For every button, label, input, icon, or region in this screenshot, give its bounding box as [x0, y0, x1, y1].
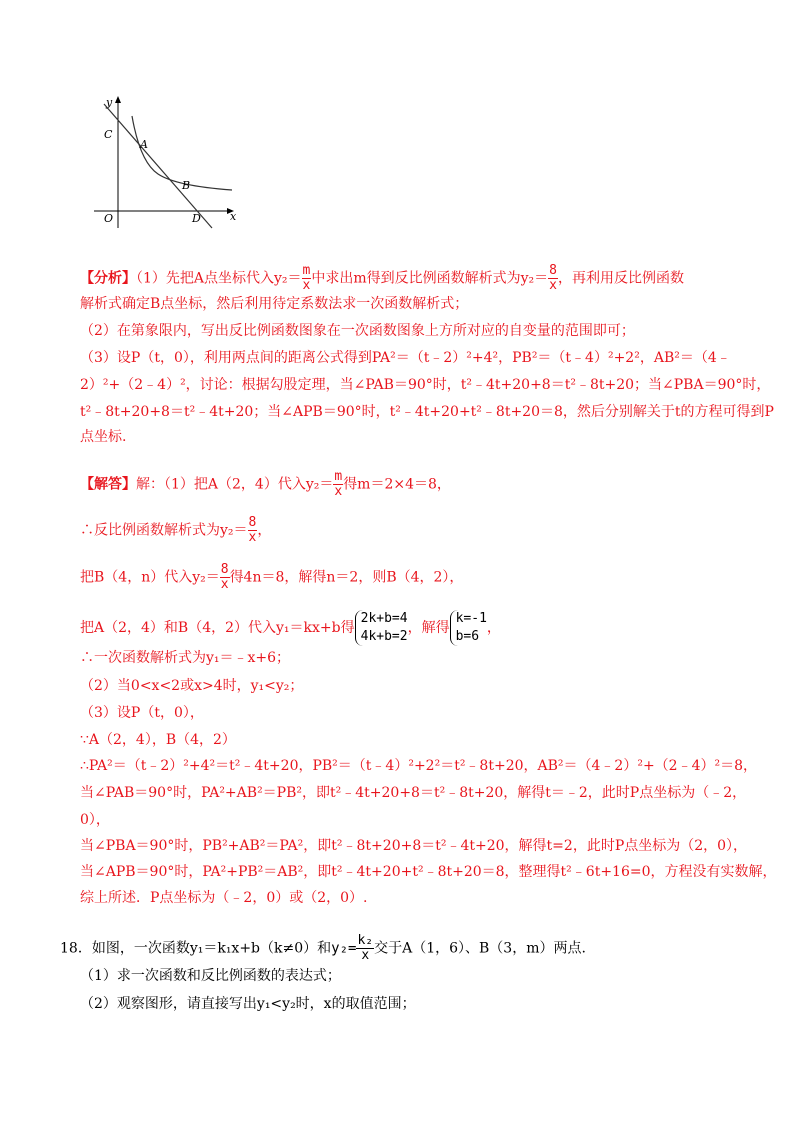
answer-line-13: 当∠APB＝90°时，PA²+PB²＝AB²，即t²﹣4t+20+t²﹣8t+20＝8，整理得t²﹣6t+16=0，方程没有实数解，	[80, 864, 777, 880]
y2-label: y₂=	[331, 940, 357, 957]
analysis-line-3: （2）在第象限内，写出反比例函数图象在一次函数图象上方所对应的自变量的范围即可；	[80, 323, 635, 339]
text: 得4n＝8，解得n＝2，则B（4，2），	[229, 569, 464, 586]
equation-system	[355, 610, 408, 646]
answer-line-2	[80, 516, 740, 545]
fraction-8-over-x	[220, 563, 230, 592]
answer-line-14: 综上所述．P点坐标为（﹣2，0）或（2，0）.	[80, 890, 368, 906]
answer-line-8: ∵A（2，4），B（4，2）	[80, 732, 236, 748]
answer-line-1	[80, 470, 740, 499]
answer-line-7: （3）设P（t，0），	[80, 705, 204, 721]
denominator: x	[549, 278, 557, 293]
denominator: x	[248, 530, 257, 545]
analysis-line-4: （3）设P（t，0），利用两点间的距离公式得到PA²＝（t﹣2）²+4²，PB²＝（t﹣4）²+2²，AB²＝（4﹣	[80, 350, 731, 366]
q18-line-1	[60, 934, 740, 963]
answer-line-9: ∴PA²＝（t﹣2）²+4²＝t²﹣4t+20，PB²＝（t﹣4）²+2²＝t²﹣8t+20，AB²＝（4﹣2）²+（2﹣4）²＝8，	[80, 758, 758, 774]
text: 中求出m得到反比例函数解析式为y₂＝	[311, 270, 549, 287]
text: ，	[486, 620, 501, 636]
fraction-8-over-x	[548, 264, 558, 293]
label-a: A	[140, 138, 148, 151]
text: 得m＝2×4＝8，	[343, 476, 451, 493]
label-x: x	[230, 210, 237, 223]
text: 把A（2，4）和B（4，2）代入y₁＝kx+b得	[80, 620, 355, 636]
q18-line-3: （2）观察图形，请直接写出y₁<y₂时，x的取值范围；	[80, 996, 416, 1012]
answer-line-5: ∴一次函数解析式为y₁＝﹣x+6；	[80, 650, 291, 666]
label-d: D	[192, 212, 201, 225]
numerator: m	[302, 263, 311, 278]
text: （1）先把A点坐标代入y₂＝	[136, 270, 302, 287]
answer-line-10: 当∠PAB＝90°时，PA²+AB²＝PB²，即t²﹣4t+20+8＝t²﹣8t+20，解得t＝﹣2，此时P点坐标为（﹣2，	[80, 785, 747, 801]
numerator: 8	[549, 263, 557, 278]
y-axis-arrow	[115, 96, 121, 103]
solution-system	[450, 610, 487, 646]
answer-tag: 【解答】	[80, 476, 136, 493]
fraction-m-over-x	[302, 264, 312, 293]
equation: 4k+b=2	[360, 629, 408, 644]
numerator: m	[334, 469, 343, 484]
text: ∴反比例函数解析式为y₂＝	[80, 522, 248, 539]
label-c: C	[104, 128, 113, 141]
numerator: 8	[220, 562, 229, 577]
numerator: k₂	[357, 933, 374, 948]
coordinate-figure	[92, 92, 242, 232]
denominator: x	[220, 577, 229, 592]
analysis-line-7: 点坐标.	[80, 429, 127, 445]
label-o: O	[104, 212, 114, 225]
text: 18．如图，一次函数y₁＝k₁x+b（k≠0）和	[60, 940, 332, 957]
fraction-k2-over-x	[356, 934, 374, 963]
analysis-line-5: 2）²+（2﹣4）²，讨论：根据勾股定理，当∠PAB＝90°时，t²﹣4t+20+8＝t²﹣8t+20；当∠PBA＝90°时，	[80, 377, 771, 393]
text: 解：（1）把A（2，4）代入y₂＝	[136, 476, 334, 493]
text: 把B（4，n）代入y₂＝	[80, 569, 220, 586]
analysis-line-6: t²﹣8t+20+8＝t²﹣4t+20；当∠APB＝90°时，t²﹣4t+20+t²﹣8t+20＝8，然后分别解关于t的方程可得到P	[80, 404, 774, 420]
numerator: 8	[248, 515, 257, 530]
analysis-tag: 【分析】	[80, 270, 136, 287]
fraction-m-over-x	[333, 470, 343, 499]
denominator: x	[334, 484, 343, 499]
label-y: y	[106, 96, 113, 109]
answer-line-4	[80, 610, 740, 646]
answer-line-12: 当∠PBA＝90°时，PB²+AB²＝PA²，即t²﹣8t+20+8＝t²﹣4t+20，解得t=2，此时P点坐标为（2，0），	[80, 838, 748, 854]
equation: b=6	[455, 629, 480, 644]
analysis-line-1	[80, 264, 740, 293]
q18-line-2: （1）求一次函数和反比例函数的表达式；	[80, 968, 341, 984]
answer-line-11: 0），	[80, 812, 110, 828]
equation: k=-1	[455, 611, 487, 626]
text: ，解得	[407, 620, 450, 636]
denominator: x	[361, 948, 370, 963]
answer-line-6: （2）当0<x<2或x>4时，y₁<y₂；	[80, 678, 304, 694]
denominator: x	[302, 278, 311, 293]
text: ，再利用反比例函数	[558, 270, 684, 287]
equation: 2k+b=4	[360, 611, 408, 626]
text: 交于A（1，6）、B（3，m）两点.	[374, 940, 586, 957]
text: ，	[257, 522, 272, 539]
answer-line-3	[80, 563, 740, 592]
analysis-line-2: 解析式确定B点坐标，然后利用待定系数法求一次函数解析式；	[80, 296, 469, 312]
label-b: B	[182, 179, 191, 192]
fraction-8-over-x	[248, 516, 258, 545]
line-cd	[104, 104, 212, 228]
